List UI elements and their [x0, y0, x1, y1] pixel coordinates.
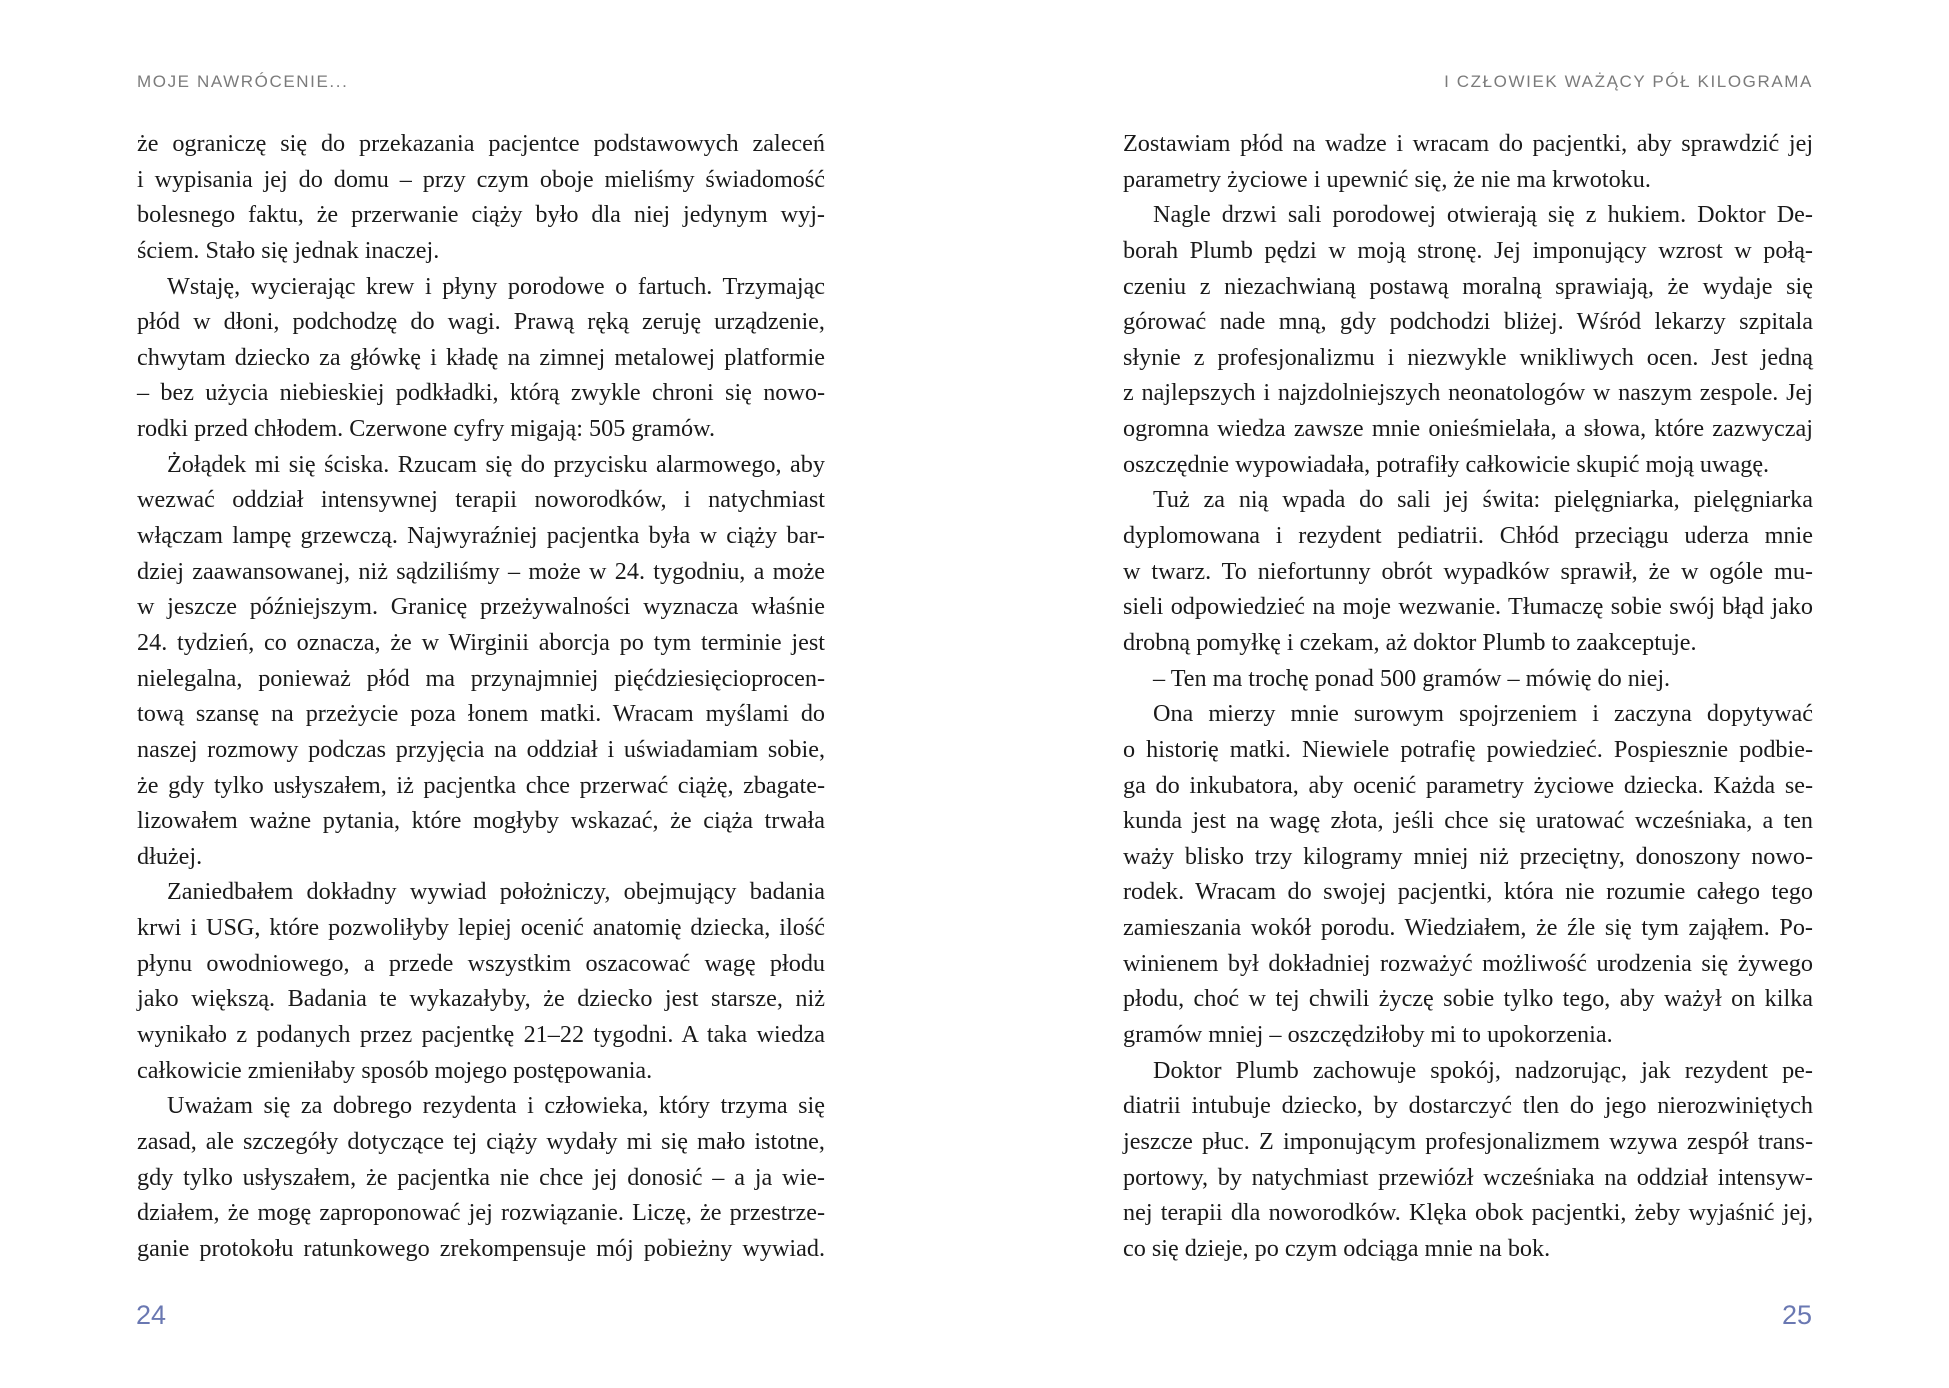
text-line: Żołądek mi się ściska. Rzucam się do przycisku alarmowego, aby	[167, 450, 825, 478]
text-line: płynu owodniowego, a przede wszystkim oszacować wagę płodu	[137, 949, 826, 977]
text-line: słynie z profesjonalizmu i niezwykle wnikliwych ocen. Jest jedną	[1123, 343, 1814, 371]
text-line: chwytam dziecko za główkę i kładę na zimnej metalowej platformie	[137, 343, 826, 371]
text-line: ga do inkubatora, aby ocenić parametry życiowe dziecka. Każda se-	[1123, 771, 1814, 799]
text-line: Doktor Plumb zachowuje spokój, nadzorując, jak rezydent pe-	[1153, 1056, 1813, 1084]
text-line: ogromna wiedza zawsze mnie onieśmielała, a słowa, które zazwyczaj	[1123, 415, 1813, 443]
text-line: nej terapii dla noworodków. Klęka obok pacjentki, żeby wyjaśnić jej,	[1123, 1199, 1813, 1227]
text-line: wynikało z podanych przez pacjentkę 21–22 tygodni. A taka wiedza	[137, 1021, 826, 1049]
text-line: dziej zaawansowanej, niż sądziliśmy – może w 24. tygodniu, a może	[137, 557, 826, 585]
text-line: ściem. Stało się jednak inaczej.	[137, 236, 440, 264]
body-text-left	[137, 126, 825, 1267]
text-line: lizowałem ważne pytania, które mogłyby wskazać, że ciąża trwała	[137, 807, 825, 835]
text-line: oszczędnie wypowiadała, potrafiły całkowicie skupić moją uwagę.	[1123, 450, 1770, 478]
text-line: z najlepszych i najzdolniejszych neonatologów w naszym zespole. Jej	[1123, 379, 1813, 407]
text-line: Zostawiam płód na wadze i wracam do pacjentki, aby sprawdzić jej	[1123, 130, 1814, 157]
text-line: włączam lampę grzewczą. Najwyraźniej pacjentka była w ciąży bar-	[137, 522, 825, 550]
text-line: kunda jest na wagę złota, jeśli chce się uratować wcześniaka, a ten	[1123, 807, 1814, 835]
text-line: Ona mierzy mnie surowym spojrzeniem i zaczyna dopytywać	[1153, 700, 1814, 728]
text-line: dyplomowana i rezydent pediatrii. Chłód przeciągu uderza mnie	[1123, 522, 1813, 550]
running-head-left: MOJE NAWRÓCENIE...	[137, 72, 349, 91]
text-line: diatrii intubuje dziecko, by dostarczyć tlen do jego nierozwiniętych	[1123, 1092, 1814, 1120]
text-line: drobną pomyłkę i czekam, aż doktor Plumb to zaakceptuje.	[1123, 628, 1697, 656]
page-number-right: 25	[1781, 1300, 1812, 1330]
text-line: że ograniczę się do przekazania pacjentce podstawowych zaleceń	[137, 130, 825, 157]
text-line: parametry życiowe i upewnić się, że nie ma krwotoku.	[1123, 165, 1651, 193]
text-line: w jeszcze późniejszym. Granicę przeżywalności wyznacza właśnie	[137, 593, 826, 621]
text-line: Wstaję, wycierając krew i płyny porodowe o fartuch. Trzymając	[167, 272, 826, 300]
text-line: – Ten ma trochę ponad 500 gramów – mówię do niej.	[1153, 664, 1671, 692]
text-line: sieli odpowiedzieć na moje wezwanie. Tłumaczę sobie swój błąd jako	[1123, 593, 1813, 621]
text-line: krwi i USG, które pozwoliłyby lepiej ocenić anatomię dziecka, ilość	[137, 914, 825, 942]
text-line: gdy tylko usłyszałem, że pacjentka nie chce jej donosić – a ja wie-	[137, 1163, 825, 1191]
text-line: górować nade mną, gdy podchodzi bliżej. Wśród lekarzy szpitala	[1123, 308, 1814, 336]
text-line: naszej rozmowy podczas przyjęcia na oddział i uświadamiam sobie,	[137, 735, 825, 763]
text-line: Uważam się za dobrego rezydenta i człowieka, który trzyma się	[167, 1092, 825, 1120]
text-line: płód w dłoni, podchodzę do wagi. Prawą ręką zeruję urządzenie,	[137, 308, 825, 336]
text-line: portowy, by natychmiast przewiózł wcześniaka na oddział intensyw-	[1123, 1163, 1813, 1191]
text-line: nielegalna, ponieważ płód ma przynajmniej pięćdziesięcioprocen-	[137, 664, 826, 692]
text-line: o historię matki. Niewiele potrafię powiedzieć. Pospiesznie podbie-	[1123, 735, 1814, 763]
text-line: 24. tydzień, co oznacza, że w Wirginii aborcja po tym terminie jest	[137, 628, 825, 656]
right-page	[975, 0, 1949, 1388]
text-line: gramów mniej – oszczędziłoby mi to upokorzenia.	[1123, 1021, 1613, 1049]
text-line: zasad, ale szczegóły dotyczące tej ciąży wydały mi się mało istotne,	[137, 1127, 825, 1155]
text-line: – bez użycia niebieskiej podkładki, którą zwykle chroni się nowo-	[137, 379, 826, 407]
text-line: bolesnego faktu, że przerwanie ciąży było dla niej jedynym wyj-	[137, 201, 825, 229]
text-line: i wypisania jej do domu – przy czym oboje mieliśmy świadomość	[137, 165, 826, 193]
running-head-right: I CZŁOWIEK WAŻĄCY PÓŁ KILOGRAMA	[1444, 72, 1813, 91]
text-line: co się dzieje, po czym odciąga mnie na bok.	[1123, 1234, 1551, 1262]
page-number-left: 24	[136, 1300, 167, 1330]
text-line: wezwać oddział intensywnej terapii noworodków, i natychmiast	[137, 486, 826, 514]
text-line: tową szansę na przeżycie poza łonem matki. Wracam myślami do	[137, 700, 826, 728]
text-line: jeszcze płuc. Z imponującym profesjonalizmem wzywa zespół trans-	[1123, 1127, 1814, 1155]
text-line: rodek. Wracam do swojej pacjentki, która nie rozumie całego tego	[1123, 878, 1814, 906]
text-line: że gdy tylko usłyszałem, iż pacjentka chce przerwać ciążę, zbagate-	[137, 771, 826, 799]
text-line: Nagle drzwi sali porodowej otwierają się z hukiem. Doktor De-	[1153, 201, 1813, 229]
text-line: winienem był dokładniej rozważyć możliwość urodzenia się żywego	[1123, 949, 1813, 977]
text-line: czeniu z niezachwianą postawą moralną sprawiają, że wydaje się	[1123, 272, 1813, 300]
text-line: dłużej.	[137, 842, 203, 870]
text-line: jako większą. Badania te wykazałyby, że dziecko jest starsze, niż	[137, 985, 825, 1013]
text-line: całkowicie zmieniłaby sposób mojego postępowania.	[137, 1056, 653, 1084]
text-line: w twarz. To niefortunny obrót wypadków sprawił, że w ogóle mu-	[1123, 557, 1813, 585]
text-line: waży blisko trzy kilogramy mniej niż przeciętny, donoszony nowo-	[1123, 842, 1813, 870]
text-line: zamieszania wokół porodu. Wiedziałem, że źle się tym zająłem. Po-	[1123, 914, 1813, 942]
text-line: działem, że mogę zaproponować jej rozwiązanie. Liczę, że przestrze-	[137, 1199, 826, 1227]
text-line: płodu, choć w tej chwili życzę sobie tylko tego, aby ważył on kilka	[1123, 985, 1814, 1013]
body-text-right	[1123, 126, 1813, 1267]
text-line: borah Plumb pędzi w moją stronę. Jej imponujący wzrost w połą-	[1123, 236, 1813, 264]
text-line: ganie protokołu ratunkowego zrekompensuje mój pobieżny wywiad.	[137, 1234, 826, 1262]
text-line: Zaniedbałem dokładny wywiad położniczy, obejmujący badania	[167, 878, 826, 906]
text-line: Tuż za nią wpada do sali jej świta: pielęgniarka, pielęgniarka	[1153, 486, 1814, 514]
text-line: rodki przed chłodem. Czerwone cyfry migają: 505 gramów.	[137, 415, 716, 443]
